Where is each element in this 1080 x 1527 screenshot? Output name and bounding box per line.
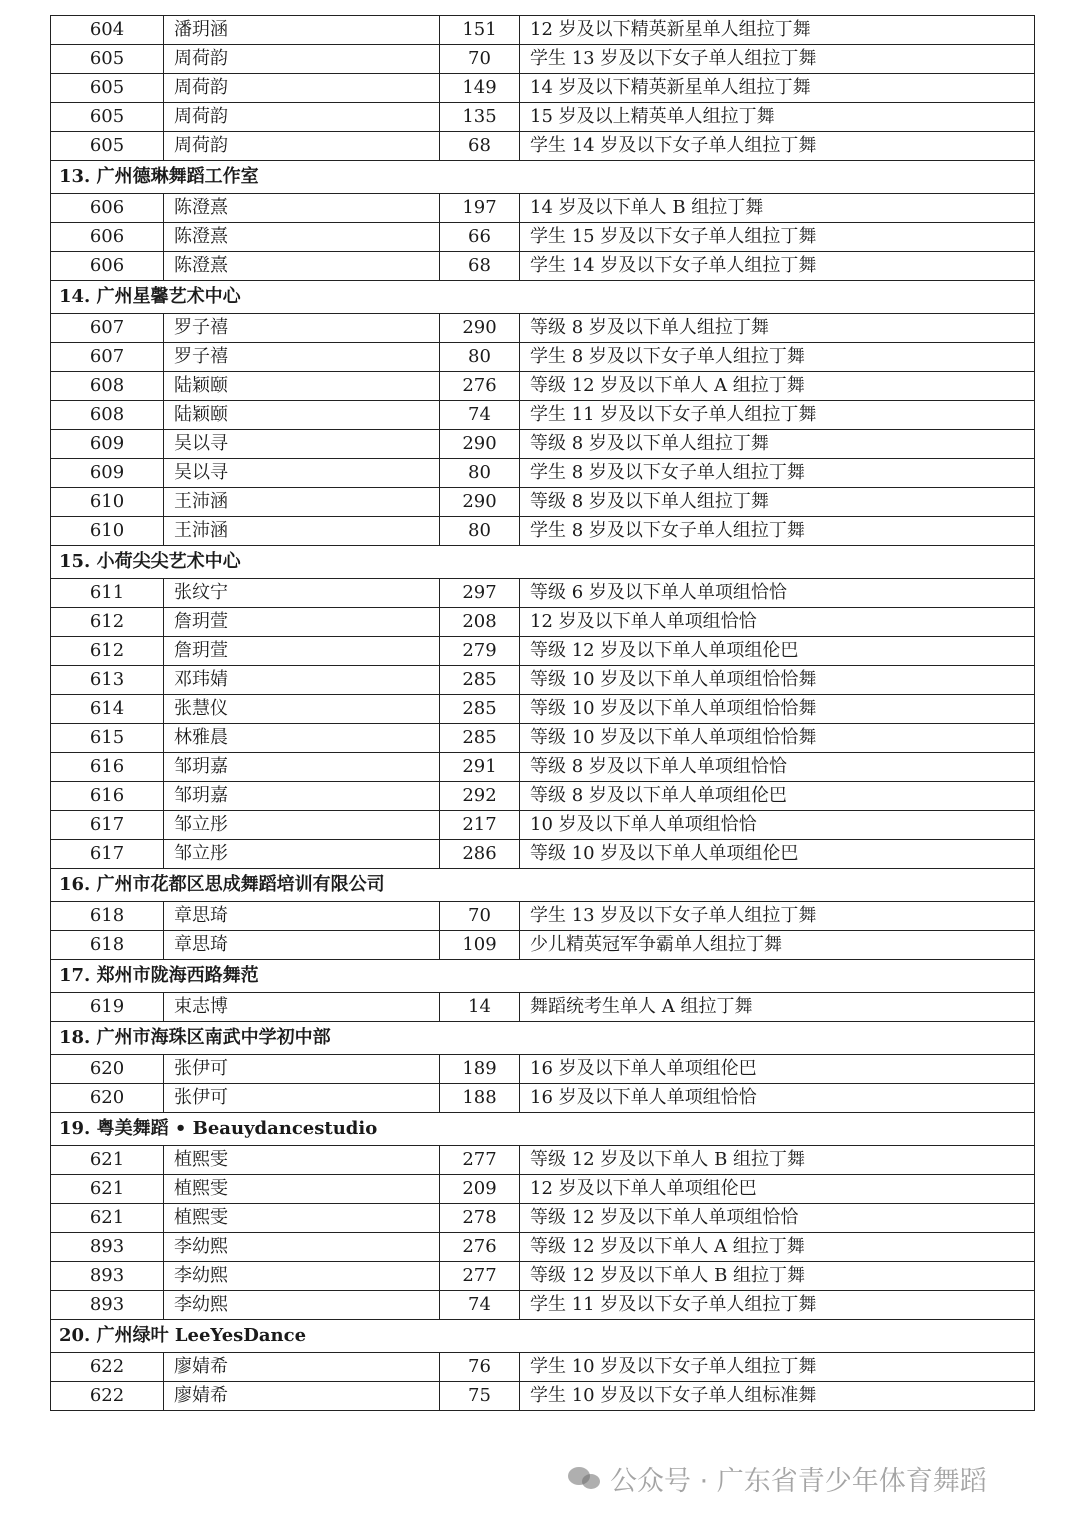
table-row <box>51 1262 1035 1291</box>
table-row <box>51 103 1035 132</box>
event-name: 等级 12 岁及以下单人单项组恰恰 <box>520 1204 1035 1233</box>
event-name: 16 岁及以下单人单项组伦巴 <box>520 1055 1035 1084</box>
entry-number: 621 <box>51 1146 164 1175</box>
entry-code: 208 <box>440 608 520 637</box>
entry-number: 893 <box>51 1262 164 1291</box>
section-title: 18. 广州市海珠区南武中学初中部 <box>51 1022 1035 1055</box>
entry-code: 188 <box>440 1084 520 1113</box>
contestant-name: 周荷韵 <box>164 103 440 132</box>
contestant-name: 陈澄熹 <box>164 223 440 252</box>
entry-number: 605 <box>51 103 164 132</box>
entry-code: 279 <box>440 637 520 666</box>
entry-code: 276 <box>440 1233 520 1262</box>
section-header-row <box>51 1320 1035 1353</box>
entry-number: 609 <box>51 459 164 488</box>
contestant-name: 束志博 <box>164 993 440 1022</box>
section-header-row <box>51 161 1035 194</box>
contestant-name: 吴以寻 <box>164 430 440 459</box>
section-title: 15. 小荷尖尖艺术中心 <box>51 546 1035 579</box>
event-name: 学生 8 岁及以下女子单人组拉丁舞 <box>520 343 1035 372</box>
entry-code: 151 <box>440 16 520 45</box>
section-title: 16. 广州市花都区思成舞蹈培训有限公司 <box>51 869 1035 902</box>
contestant-name: 陈澄熹 <box>164 252 440 281</box>
contestant-name: 陈澄熹 <box>164 194 440 223</box>
event-name: 等级 10 岁及以下单人单项组恰恰舞 <box>520 695 1035 724</box>
entry-code: 276 <box>440 372 520 401</box>
section-title: 14. 广州星馨艺术中心 <box>51 281 1035 314</box>
entry-code: 66 <box>440 223 520 252</box>
section-title: 19. 粤美舞蹈 • Beauydancestudio <box>51 1113 1035 1146</box>
table-row <box>51 194 1035 223</box>
event-name: 学生 11 岁及以下女子单人组拉丁舞 <box>520 1291 1035 1320</box>
contestant-name: 罗子禧 <box>164 314 440 343</box>
entry-number: 616 <box>51 782 164 811</box>
section-header-row <box>51 960 1035 993</box>
entry-code: 109 <box>440 931 520 960</box>
entry-number: 893 <box>51 1233 164 1262</box>
contestant-name: 李幼熙 <box>164 1291 440 1320</box>
entry-number: 618 <box>51 931 164 960</box>
entry-code: 277 <box>440 1146 520 1175</box>
contestant-name: 邹立彤 <box>164 840 440 869</box>
entry-code: 68 <box>440 252 520 281</box>
contestant-name: 廖婧希 <box>164 1382 440 1411</box>
entry-number: 610 <box>51 517 164 546</box>
entry-number: 620 <box>51 1084 164 1113</box>
section-header-row <box>51 1022 1035 1055</box>
entry-code: 135 <box>440 103 520 132</box>
entry-code: 285 <box>440 695 520 724</box>
table-row <box>51 608 1035 637</box>
contestant-name: 吴以寻 <box>164 459 440 488</box>
event-name: 少儿精英冠军争霸单人组拉丁舞 <box>520 931 1035 960</box>
contestant-name: 王沛涵 <box>164 488 440 517</box>
section-title: 17. 郑州市陇海西路舞范 <box>51 960 1035 993</box>
event-name: 学生 14 岁及以下女子单人组拉丁舞 <box>520 132 1035 161</box>
event-name: 等级 12 岁及以下单人 A 组拉丁舞 <box>520 1233 1035 1262</box>
contestant-name: 张伊可 <box>164 1084 440 1113</box>
event-name: 学生 15 岁及以下女子单人组拉丁舞 <box>520 223 1035 252</box>
entry-list-sheet <box>50 15 1034 1411</box>
contestant-name: 廖婧希 <box>164 1353 440 1382</box>
entry-code: 197 <box>440 194 520 223</box>
table-row <box>51 343 1035 372</box>
contestant-name: 罗子禧 <box>164 343 440 372</box>
contestant-name: 詹玥萱 <box>164 637 440 666</box>
table-row <box>51 579 1035 608</box>
entry-number: 612 <box>51 637 164 666</box>
event-name: 等级 8 岁及以下单人组拉丁舞 <box>520 314 1035 343</box>
watermark <box>568 1458 987 1498</box>
entry-number: 618 <box>51 902 164 931</box>
contestant-name: 王沛涵 <box>164 517 440 546</box>
table-row <box>51 488 1035 517</box>
entry-number: 607 <box>51 343 164 372</box>
contestant-name: 周荷韵 <box>164 132 440 161</box>
section-header-row <box>51 281 1035 314</box>
entry-code: 74 <box>440 401 520 430</box>
entry-number: 605 <box>51 45 164 74</box>
contestant-name: 邓玮婧 <box>164 666 440 695</box>
event-name: 学生 11 岁及以下女子单人组拉丁舞 <box>520 401 1035 430</box>
table-row <box>51 223 1035 252</box>
entry-number: 606 <box>51 223 164 252</box>
entry-number: 615 <box>51 724 164 753</box>
table-row <box>51 16 1035 45</box>
table-row <box>51 811 1035 840</box>
entry-code: 297 <box>440 579 520 608</box>
table-row <box>51 1175 1035 1204</box>
entry-code: 149 <box>440 74 520 103</box>
event-name: 学生 10 岁及以下女子单人组标准舞 <box>520 1382 1035 1411</box>
event-name: 等级 12 岁及以下单人 B 组拉丁舞 <box>520 1262 1035 1291</box>
table-row <box>51 1146 1035 1175</box>
entry-code: 290 <box>440 430 520 459</box>
contestant-name: 植熙雯 <box>164 1146 440 1175</box>
section-header-row <box>51 546 1035 579</box>
wechat-icon <box>568 1465 602 1491</box>
table-row <box>51 695 1035 724</box>
entry-number: 620 <box>51 1055 164 1084</box>
entry-table-body <box>51 16 1035 1411</box>
contestant-name: 邹玥嘉 <box>164 782 440 811</box>
event-name: 学生 13 岁及以下女子单人组拉丁舞 <box>520 902 1035 931</box>
entry-number: 622 <box>51 1353 164 1382</box>
entry-number: 605 <box>51 74 164 103</box>
event-name: 等级 6 岁及以下单人单项组恰恰 <box>520 579 1035 608</box>
contestant-name: 章思琦 <box>164 902 440 931</box>
entry-number: 617 <box>51 840 164 869</box>
table-row <box>51 993 1035 1022</box>
entry-code: 291 <box>440 753 520 782</box>
entry-number: 604 <box>51 16 164 45</box>
contestant-name: 李幼熙 <box>164 1233 440 1262</box>
contestant-name: 林雅晨 <box>164 724 440 753</box>
event-name: 12 岁及以下精英新星单人组拉丁舞 <box>520 16 1035 45</box>
entry-code: 68 <box>440 132 520 161</box>
entry-code: 80 <box>440 459 520 488</box>
entry-number: 610 <box>51 488 164 517</box>
table-row <box>51 931 1035 960</box>
entry-number: 609 <box>51 430 164 459</box>
event-name: 学生 14 岁及以下女子单人组拉丁舞 <box>520 252 1035 281</box>
entry-code: 290 <box>440 314 520 343</box>
event-name: 等级 8 岁及以下单人单项组恰恰 <box>520 753 1035 782</box>
event-name: 等级 10 岁及以下单人单项组伦巴 <box>520 840 1035 869</box>
entry-table <box>50 15 1035 1411</box>
section-header-row <box>51 869 1035 902</box>
entry-number: 608 <box>51 372 164 401</box>
contestant-name: 陆颖颐 <box>164 401 440 430</box>
section-header-row <box>51 1113 1035 1146</box>
event-name: 等级 8 岁及以下单人组拉丁舞 <box>520 430 1035 459</box>
table-row <box>51 1233 1035 1262</box>
contestant-name: 张慧仪 <box>164 695 440 724</box>
event-name: 16 岁及以下单人单项组恰恰 <box>520 1084 1035 1113</box>
event-name: 12 岁及以下单人单项组恰恰 <box>520 608 1035 637</box>
entry-code: 286 <box>440 840 520 869</box>
table-row <box>51 372 1035 401</box>
event-name: 等级 10 岁及以下单人单项组恰恰舞 <box>520 666 1035 695</box>
entry-code: 285 <box>440 724 520 753</box>
contestant-name: 植熙雯 <box>164 1204 440 1233</box>
entry-code: 278 <box>440 1204 520 1233</box>
contestant-name: 詹玥萱 <box>164 608 440 637</box>
table-row <box>51 1353 1035 1382</box>
table-row <box>51 1084 1035 1113</box>
entry-number: 608 <box>51 401 164 430</box>
contestant-name: 李幼熙 <box>164 1262 440 1291</box>
event-name: 等级 10 岁及以下单人单项组恰恰舞 <box>520 724 1035 753</box>
table-row <box>51 666 1035 695</box>
table-row <box>51 430 1035 459</box>
entry-code: 80 <box>440 343 520 372</box>
table-row <box>51 637 1035 666</box>
table-row <box>51 1291 1035 1320</box>
entry-code: 80 <box>440 517 520 546</box>
entry-number: 622 <box>51 1382 164 1411</box>
entry-number: 616 <box>51 753 164 782</box>
event-name: 10 岁及以下单人单项组恰恰 <box>520 811 1035 840</box>
contestant-name: 周荷韵 <box>164 74 440 103</box>
contestant-name: 潘玥涵 <box>164 16 440 45</box>
table-row <box>51 132 1035 161</box>
event-name: 等级 12 岁及以下单人 A 组拉丁舞 <box>520 372 1035 401</box>
entry-code: 285 <box>440 666 520 695</box>
table-row <box>51 753 1035 782</box>
entry-number: 606 <box>51 194 164 223</box>
event-name: 学生 8 岁及以下女子单人组拉丁舞 <box>520 459 1035 488</box>
watermark-text: 公众号 · 广东省青少年体育舞蹈 <box>610 1465 987 1497</box>
table-row <box>51 459 1035 488</box>
event-name: 14 岁及以下单人 B 组拉丁舞 <box>520 194 1035 223</box>
entry-code: 74 <box>440 1291 520 1320</box>
table-row <box>51 1382 1035 1411</box>
entry-number: 613 <box>51 666 164 695</box>
entry-number: 617 <box>51 811 164 840</box>
table-row <box>51 840 1035 869</box>
entry-code: 277 <box>440 1262 520 1291</box>
entry-code: 14 <box>440 993 520 1022</box>
table-row <box>51 782 1035 811</box>
entry-number: 611 <box>51 579 164 608</box>
event-name: 学生 13 岁及以下女子单人组拉丁舞 <box>520 45 1035 74</box>
table-row <box>51 517 1035 546</box>
contestant-name: 张伊可 <box>164 1055 440 1084</box>
contestant-name: 邹立彤 <box>164 811 440 840</box>
event-name: 学生 10 岁及以下女子单人组拉丁舞 <box>520 1353 1035 1382</box>
contestant-name: 章思琦 <box>164 931 440 960</box>
contestant-name: 植熙雯 <box>164 1175 440 1204</box>
entry-number: 606 <box>51 252 164 281</box>
table-row <box>51 401 1035 430</box>
event-name: 14 岁及以下精英新星单人组拉丁舞 <box>520 74 1035 103</box>
event-name: 等级 8 岁及以下单人组拉丁舞 <box>520 488 1035 517</box>
entry-code: 70 <box>440 902 520 931</box>
entry-number: 612 <box>51 608 164 637</box>
table-row <box>51 314 1035 343</box>
entry-number: 605 <box>51 132 164 161</box>
contestant-name: 张纹宁 <box>164 579 440 608</box>
entry-code: 76 <box>440 1353 520 1382</box>
event-name: 等级 8 岁及以下单人单项组伦巴 <box>520 782 1035 811</box>
table-row <box>51 45 1035 74</box>
entry-code: 209 <box>440 1175 520 1204</box>
section-title: 20. 广州绿叶 LeeYesDance <box>51 1320 1035 1353</box>
event-name: 12 岁及以下单人单项组伦巴 <box>520 1175 1035 1204</box>
entry-number: 621 <box>51 1175 164 1204</box>
contestant-name: 邹玥嘉 <box>164 753 440 782</box>
contestant-name: 陆颖颐 <box>164 372 440 401</box>
entry-number: 614 <box>51 695 164 724</box>
entry-number: 607 <box>51 314 164 343</box>
entry-code: 292 <box>440 782 520 811</box>
table-row <box>51 724 1035 753</box>
event-name: 学生 8 岁及以下女子单人组拉丁舞 <box>520 517 1035 546</box>
event-name: 等级 12 岁及以下单人单项组伦巴 <box>520 637 1035 666</box>
entry-number: 893 <box>51 1291 164 1320</box>
entry-code: 290 <box>440 488 520 517</box>
event-name: 舞蹈统考生单人 A 组拉丁舞 <box>520 993 1035 1022</box>
entry-code: 75 <box>440 1382 520 1411</box>
entry-code: 189 <box>440 1055 520 1084</box>
entry-number: 621 <box>51 1204 164 1233</box>
table-row <box>51 1204 1035 1233</box>
section-title: 13. 广州德琳舞蹈工作室 <box>51 161 1035 194</box>
table-row <box>51 1055 1035 1084</box>
table-row <box>51 74 1035 103</box>
event-name: 等级 12 岁及以下单人 B 组拉丁舞 <box>520 1146 1035 1175</box>
entry-code: 217 <box>440 811 520 840</box>
entry-code: 70 <box>440 45 520 74</box>
event-name: 15 岁及以上精英单人组拉丁舞 <box>520 103 1035 132</box>
table-row <box>51 252 1035 281</box>
entry-number: 619 <box>51 993 164 1022</box>
contestant-name: 周荷韵 <box>164 45 440 74</box>
table-row <box>51 902 1035 931</box>
